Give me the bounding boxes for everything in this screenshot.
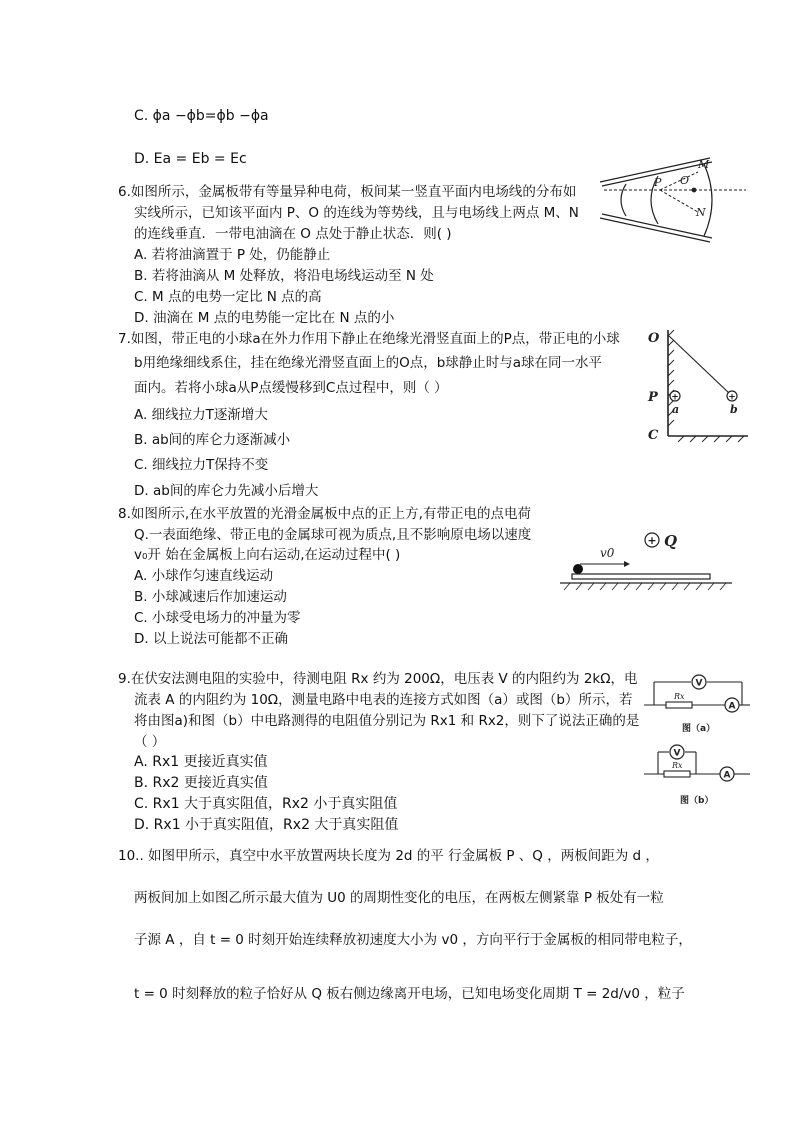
q10-line4: t = 0 时刻释放的粒子恰好从 Q 板右侧边缘离开电场，已知电场变化周期 T = 2d/v0 ，粒子 <box>134 986 685 1002</box>
svg-text:V: V <box>673 748 681 759</box>
q6-line1: 6.如图所示，金属板带有等量异种电荷，板间某一竖直平面内电场线的分布如 <box>118 184 577 200</box>
q9-line1: 9.在伏安法测电阻的实验中，待测电阻 Rx 约为 200Ω，电压表 V 的内阻约为 2kΩ，电 <box>118 671 638 687</box>
q8-option-d: D. 以上说法可能都不正确 <box>134 631 288 647</box>
q9a-resistor-label: Rx <box>674 692 685 701</box>
q6-option-b: B. 若将油滴从 M 处释放，将沿电场线运动至 N 处 <box>134 268 434 284</box>
svg-text:+: + <box>728 392 736 403</box>
q6-label-n: N <box>696 206 706 219</box>
q8-ball <box>573 564 583 574</box>
q7-label-b: b <box>730 403 738 416</box>
q9-circuit-a <box>644 674 750 736</box>
q9-line4: （ ） <box>134 734 166 750</box>
q10-line3: 子源 A ，自 t = 0 时刻开始连续释放初速度大小为 v0 ，方向平行于金属板的相同带电粒子， <box>134 932 692 948</box>
q6-field-figure <box>598 156 748 244</box>
q7-option-c: C. 细线拉力T保持不变 <box>134 457 269 473</box>
q9-circuit-b <box>644 744 750 806</box>
q7-wall-figure <box>644 326 754 444</box>
q6-label-p: P <box>654 176 662 189</box>
q9a-resistor <box>666 702 692 708</box>
q7-line3: 面内。若将小球a从P点缓慢移到C点过程中，则（ ） <box>134 380 448 396</box>
q9-option-a: A. Rx1 更接近真实值 <box>134 754 268 770</box>
q7-label-o: O <box>648 331 660 346</box>
q8-line2: Q.一表面绝缘、带正电的金属球可视为质点,且不影响原电场以速度 <box>134 527 532 543</box>
q9b-resistor-label: Rx <box>672 761 683 770</box>
q8-option-c: C. 小球受电场力的冲量为零 <box>134 610 301 626</box>
q7-label-c: C <box>648 428 659 443</box>
q6-field-line-1 <box>621 184 626 216</box>
svg-text:A: A <box>723 770 731 781</box>
q5-option-d: D. Ea = Eb = Ec <box>134 151 247 167</box>
q9-line2: 流表 A 的内阻约为 10Ω，测量电路中电表的连接方式如图（a）或图（b）所示，若 <box>134 692 633 708</box>
q7-option-d: D. ab间的库仑力先减小后增大 <box>134 483 319 499</box>
q8-metal-plate <box>572 574 710 579</box>
q6-label-m: M <box>698 158 710 171</box>
q8-line1: 8.如图所示,在水平放置的光滑金属板中点的正上方,有带正电的点电荷 <box>118 506 531 522</box>
q9b-caption: 图（b） <box>680 796 714 806</box>
q6-option-c: C. M 点的电势一定比 N 点的高 <box>134 289 322 305</box>
q7-string <box>669 336 730 394</box>
q8-option-a: A. 小球作匀速直线运动 <box>134 568 274 584</box>
q6-line3: 的连线垂直．一带电油滴在 O 点处于静止状态．则( ) <box>134 226 452 242</box>
q7-option-b: B. ab间的库仑力逐渐减小 <box>134 432 291 448</box>
q8-option-b: B. 小球减速后作加速运动 <box>134 589 287 605</box>
q6-label-o: O <box>680 174 690 187</box>
q6-po-line-up <box>660 172 698 190</box>
q9-option-c: C. Rx1 大于真实阻值，Rx2 小于真实阻值 <box>134 796 398 812</box>
q8-plate-figure <box>560 527 732 591</box>
q7-line1: 7.如图，带正电的小球a在外力作用下静止在绝缘光滑竖直面上的P点，带正电的小球 <box>118 331 620 347</box>
q8-line3: v₀开 始在金属板上向右运动,在运动过程中( ) <box>134 547 401 563</box>
svg-text:A: A <box>728 701 736 712</box>
q7-label-a: a <box>672 403 680 416</box>
svg-text:V: V <box>695 678 703 689</box>
q5-option-c: C. ϕa −ϕb=ϕb −ϕa <box>134 108 269 124</box>
q9-line3: 将由图a)和图（b）中电路测得的电阻值分别记为 Rx1 和 Rx2，则下了说法正确的是 <box>134 713 640 729</box>
q6-option-a: A. 若将油滴置于 P 处，仍能静止 <box>134 247 331 263</box>
q7-line2: b用绝缘细线系住，挂在绝缘光滑竖直面上的O点，b球静止时与a球在同一水平 <box>134 355 603 371</box>
svg-text:+: + <box>647 534 657 547</box>
q6-option-d: D. 油滴在 M 点的电势能一定比在 N 点的小 <box>134 310 395 326</box>
q6-field-line-3 <box>704 164 712 236</box>
q10-line2: 两板间加上如图乙所示最大值为 U0 的周期性变化的电压，在两板左侧紧靠 P 板处有一粒 <box>134 890 664 906</box>
q9-option-d: D. Rx1 小于真实阻值，Rx2 大于真实阻值 <box>134 817 399 833</box>
q8-label-v0: v0 <box>600 546 615 560</box>
q6-lower-plate-a <box>600 218 710 242</box>
q7-option-a: A. 细线拉力T逐渐增大 <box>134 407 268 423</box>
q6-point-o <box>692 188 697 193</box>
svg-text:+: + <box>671 392 679 403</box>
q9-option-b: B. Rx2 更接近真实值 <box>134 775 268 791</box>
q9b-resistor <box>664 771 690 777</box>
q10-line1: 10.. 如图甲所示，真空中水平放置两块长度为 2d 的平 行金属板 P 、Q ，两板间距为 d ， <box>118 848 659 864</box>
q6-line2: 实线所示，已知该平面内 P、O 的连线为等势线，且与电场线上两点 M、N <box>134 205 579 221</box>
q7-label-p: P <box>648 390 658 405</box>
q8-label-q: Q <box>664 532 678 550</box>
q6-po-line-down <box>660 190 698 212</box>
q9a-caption: 图（a） <box>682 724 716 734</box>
